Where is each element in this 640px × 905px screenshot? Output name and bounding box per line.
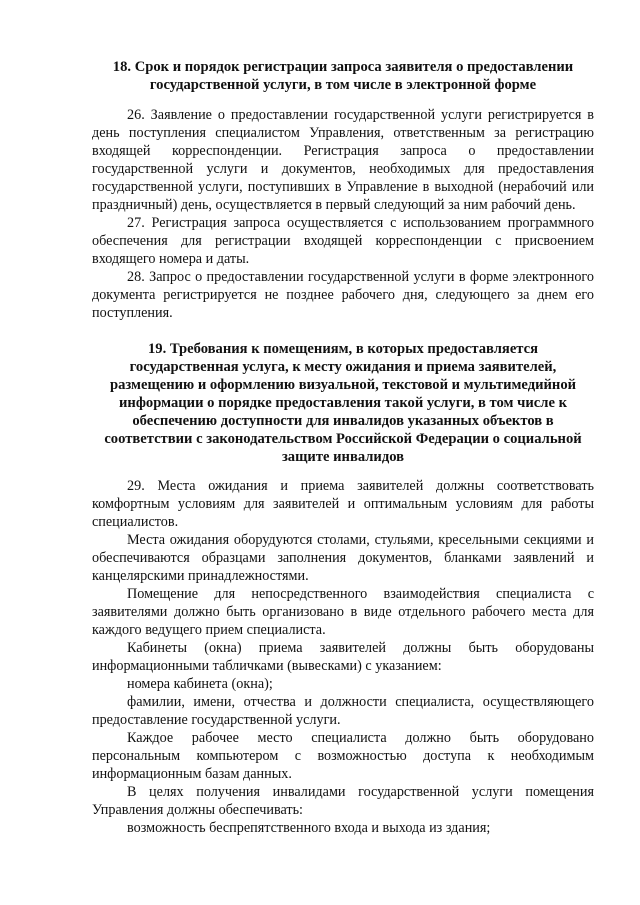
paragraph-28: 28. Запрос о предоставлении государственной услуги в форме электронного документа регистрируется не позднее рабочего дня, следующего за днем его поступления. xyxy=(92,269,594,321)
paragraph-interaction-room: Помещение для непосредственного взаимодействия специалиста с заявителями должно быть организовано в виде отдельного рабочего места для каждого ведущего прием специалиста. xyxy=(92,586,594,638)
list-item-room-number: номера кабинета (окна); xyxy=(127,676,273,692)
paragraph-accessibility: В целях получения инвалидами государственной услуги помещения Управления должны обеспечивать: xyxy=(92,784,594,818)
paragraph-signage: Кабинеты (окна) приема заявителей должны быть оборудованы информационными табличками (вывесками) с указанием: xyxy=(92,640,594,674)
paragraph-waiting-areas: Места ожидания оборудуются столами, стульями, кресельными секциями и обеспечиваются образцами заполнения документов, бланками заявлений и канцелярскими принадлежностями. xyxy=(92,532,594,584)
paragraph-26: 26. Заявление о предоставлении государственной услуги регистрируется в день поступления специалистом Управления, ответственным за регистрацию входящей корреспонденции. Регистрация запроса о предоставлении государственной услуги и документов, необходимых для предоставления государственной услуги, поступивших в Управление в выходной (нерабочий или праздничный) день, осуществляется в первый следующий за ним рабочий день. xyxy=(92,107,594,213)
paragraph-27: 27. Регистрация запроса осуществляется с использованием программного обеспечения для регистрации входящей корреспонденции с присвоением входящего номера и даты. xyxy=(92,215,594,267)
list-item-specialist-name: фамилии, имени, отчества и должности специалиста, осуществляющего предоставление государственной услуги. xyxy=(92,694,594,728)
list-item-entrance-access: возможность беспрепятственного входа и выхода из здания; xyxy=(127,820,491,836)
document-body xyxy=(92,58,594,837)
section-19-heading: 19. Требования к помещениям, в которых предоставляется государственная услуга, к месту ожидания и приема заявителей, размещению и оформлению визуальной, текстовой и мультимедийной информации о порядке предоставления такой услуги, в том числе к обеспечению доступности для инвалидов указанных объектов в соответствии с законодательством Российской Федерации о социальной защите инвалидов xyxy=(104,341,582,465)
paragraph-workstation: Каждое рабочее место специалиста должно быть оборудовано персональным компьютером с возможностью доступа к необходимым информационным базам данных. xyxy=(92,730,594,782)
section-18-heading: 18. Срок и порядок регистрации запроса заявителя о предоставлении государственной услуги, в том числе в электронной форме xyxy=(112,59,574,93)
paragraph-29: 29. Места ожидания и приема заявителей должны соответствовать комфортным условиям для заявителей и оптимальным условиям для работы специалистов. xyxy=(92,478,594,530)
